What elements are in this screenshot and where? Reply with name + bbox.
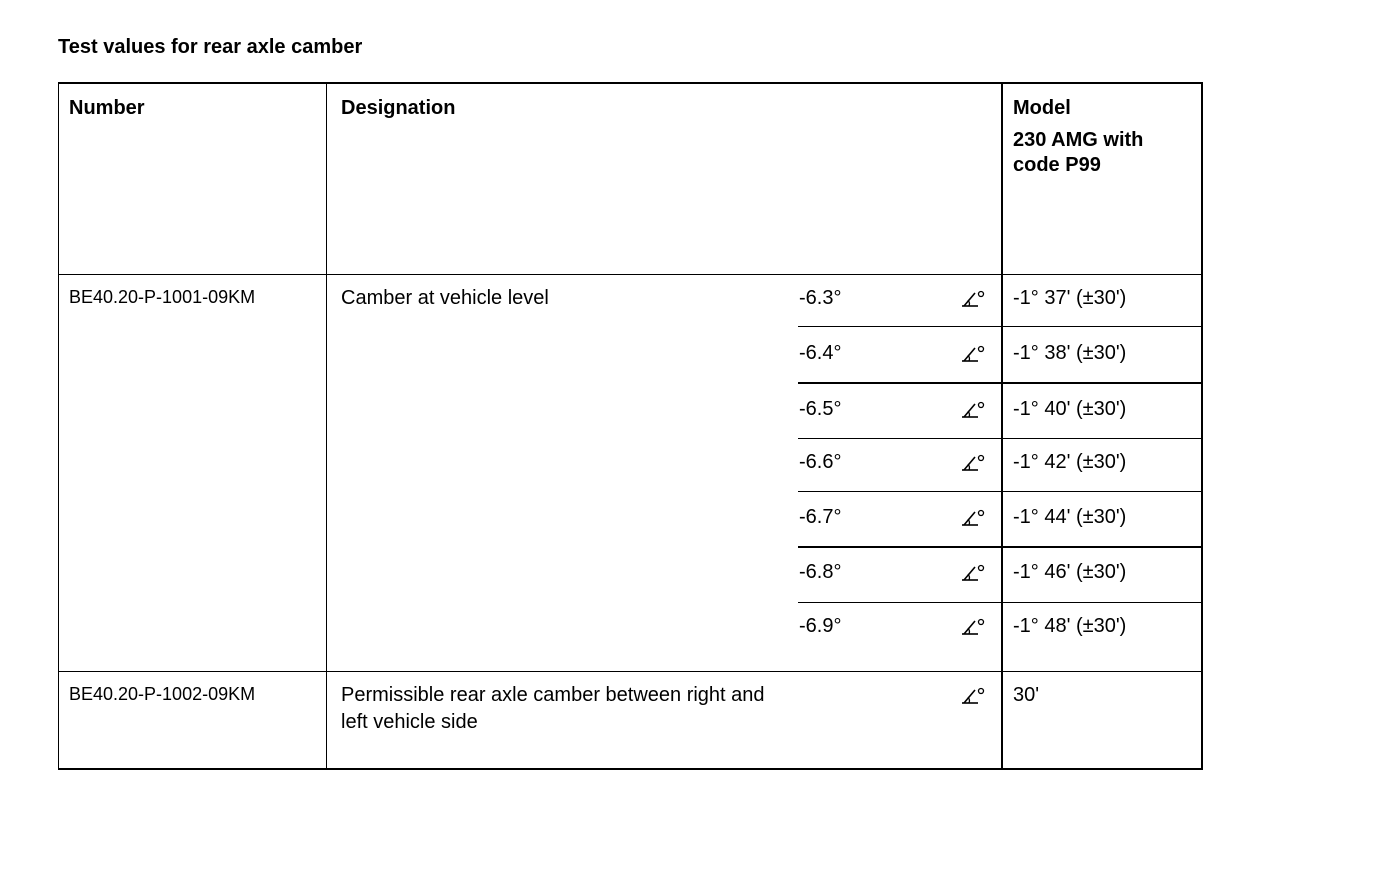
table-right-border bbox=[1201, 82, 1203, 770]
row-number: BE40.20-P-1001-09KM bbox=[69, 287, 256, 307]
row-designation: Permissible rear axle camber between right and left vehicle side bbox=[341, 684, 765, 733]
angle-degree-icon bbox=[960, 616, 986, 638]
subrow-separator bbox=[798, 326, 1202, 327]
table-top-border bbox=[58, 82, 1202, 84]
subrow-angle: -6.5° bbox=[799, 398, 842, 420]
subrow-value: -1° 42' (±30') bbox=[1013, 451, 1127, 473]
subrow-angle: -6.8° bbox=[799, 561, 842, 583]
row-number: BE40.20-P-1002-09KM bbox=[69, 684, 256, 704]
subrow-value: -1° 37' (±30') bbox=[1013, 287, 1127, 309]
column-divider-1 bbox=[326, 82, 327, 770]
angle-degree-icon bbox=[960, 288, 986, 310]
subrow-value: -1° 40' (±30') bbox=[1013, 398, 1127, 420]
subrow-angle: -6.4° bbox=[799, 342, 842, 364]
subrow-separator bbox=[798, 546, 1202, 548]
column-divider-2 bbox=[1001, 82, 1003, 770]
subrow-value: -1° 44' (±30') bbox=[1013, 506, 1127, 528]
subrow-value: -1° 38' (±30') bbox=[1013, 342, 1127, 364]
header-designation: Designation bbox=[341, 97, 456, 119]
table-bottom-border bbox=[58, 768, 1202, 770]
angle-degree-icon bbox=[960, 399, 986, 421]
angle-degree-icon bbox=[960, 685, 986, 707]
table-left-border bbox=[58, 82, 59, 770]
angle-degree-icon bbox=[960, 562, 986, 584]
subrow-separator bbox=[798, 491, 1202, 492]
subrow-value: -1° 46' (±30') bbox=[1013, 561, 1127, 583]
header-model-variant: 230 AMG with code P99 bbox=[1013, 129, 1144, 176]
camber-test-values-table bbox=[58, 82, 1202, 770]
angle-degree-icon bbox=[960, 343, 986, 365]
angle-degree-icon bbox=[960, 452, 986, 474]
subrow-separator bbox=[798, 602, 1202, 603]
subrow-angle: -6.9° bbox=[799, 615, 842, 637]
header-number: Number bbox=[69, 97, 145, 119]
header-bottom-border bbox=[58, 274, 1202, 275]
row-designation: Camber at vehicle level bbox=[341, 287, 549, 309]
subrow-value: -1° 48' (±30') bbox=[1013, 615, 1127, 637]
subrow-angle: -6.6° bbox=[799, 451, 842, 473]
subrow-separator bbox=[798, 382, 1202, 384]
subrow-separator bbox=[798, 438, 1202, 439]
angle-degree-icon bbox=[960, 507, 986, 529]
header-model: Model bbox=[1013, 97, 1071, 119]
subrow-angle: -6.7° bbox=[799, 506, 842, 528]
row-separator bbox=[58, 671, 1202, 672]
document-title: Test values for rear axle camber bbox=[58, 36, 363, 58]
row-value: 30' bbox=[1013, 684, 1040, 706]
subrow-angle: -6.3° bbox=[799, 287, 842, 309]
